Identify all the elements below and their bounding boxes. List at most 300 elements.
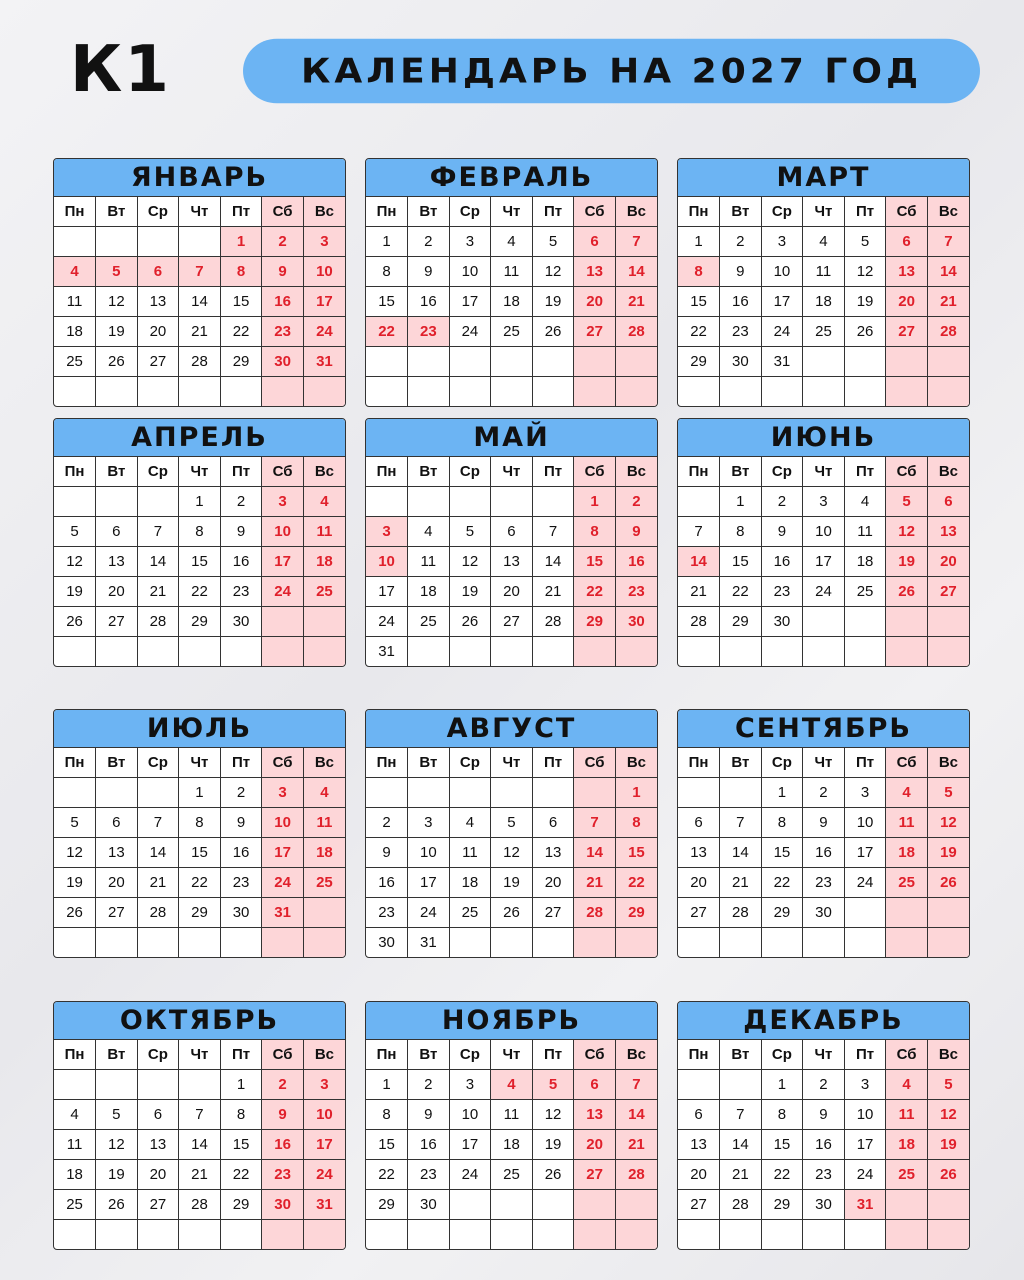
month-table [678,197,969,406]
day-cell: 12 [886,517,928,547]
day-cell: 5 [54,517,96,547]
weekday-label: Чт [179,197,221,227]
weekday-label: Вс [615,748,657,778]
empty-cell [96,1220,138,1250]
day-cell: 16 [408,1130,450,1160]
weekday-label: Вс [615,197,657,227]
empty-cell [262,377,304,407]
week-row [366,1190,657,1220]
day-cell: 19 [927,1130,969,1160]
month-table [54,197,345,406]
month-table [54,748,345,957]
day-cell: 9 [408,257,450,287]
weekday-label: Пн [678,457,720,487]
day-cell: 17 [303,287,345,317]
empty-cell [927,1220,969,1250]
empty-cell [720,377,762,407]
day-cell: 10 [844,1100,886,1130]
day-cell: 27 [96,607,138,637]
empty-cell [408,487,450,517]
day-cell: 1 [179,778,221,808]
week-row [366,487,657,517]
empty-cell [54,377,96,407]
month-2 [365,158,658,407]
day-cell: 13 [678,1130,720,1160]
week-row [54,1100,345,1130]
weekday-label: Сб [574,457,616,487]
week-row [366,1100,657,1130]
day-cell: 11 [408,547,450,577]
empty-cell [262,607,304,637]
empty-cell [54,227,96,257]
day-cell: 3 [303,1070,345,1100]
day-cell: 5 [54,808,96,838]
day-cell: 6 [137,1100,179,1130]
day-cell: 3 [303,227,345,257]
day-cell: 24 [449,1160,491,1190]
day-cell: 4 [803,227,845,257]
day-cell: 28 [927,317,969,347]
empty-cell [678,1070,720,1100]
weekday-label: Сб [886,1040,928,1070]
day-cell: 24 [303,1160,345,1190]
day-cell: 31 [262,898,304,928]
day-cell: 19 [927,838,969,868]
week-row [54,898,345,928]
day-cell: 24 [262,577,304,607]
empty-cell [408,637,450,667]
weekday-label: Вт [96,197,138,227]
day-cell: 27 [678,1190,720,1220]
weekday-label: Вс [927,1040,969,1070]
empty-cell [303,898,345,928]
empty-cell [179,1070,221,1100]
month-6 [677,418,970,667]
month-1 [53,158,346,407]
weekday-label: Вс [303,1040,345,1070]
day-cell: 12 [96,1130,138,1160]
day-cell: 4 [303,778,345,808]
day-cell: 7 [532,517,574,547]
day-cell: 10 [449,257,491,287]
empty-cell [54,1220,96,1250]
day-cell: 14 [179,1130,221,1160]
empty-cell [179,637,221,667]
empty-cell [449,377,491,407]
empty-cell [54,928,96,958]
day-cell: 26 [927,1160,969,1190]
empty-cell [96,227,138,257]
day-cell: 7 [179,257,221,287]
empty-cell [720,1220,762,1250]
day-cell: 12 [927,808,969,838]
day-cell: 8 [179,808,221,838]
weekday-label: Пн [366,748,408,778]
weekday-label: Пт [844,457,886,487]
empty-cell [720,928,762,958]
day-cell: 10 [408,838,450,868]
day-cell: 29 [761,1190,803,1220]
day-cell: 4 [54,1100,96,1130]
empty-cell [366,778,408,808]
day-cell: 11 [886,1100,928,1130]
day-cell: 17 [844,838,886,868]
weekday-label: Пт [844,1040,886,1070]
day-cell: 22 [761,1160,803,1190]
day-cell: 3 [408,808,450,838]
empty-cell [179,377,221,407]
day-cell: 21 [678,577,720,607]
day-cell: 27 [137,347,179,377]
day-cell: 12 [449,547,491,577]
week-row [54,517,345,547]
empty-cell [574,1190,616,1220]
empty-cell [137,227,179,257]
empty-cell [366,1220,408,1250]
day-cell: 18 [449,868,491,898]
weekday-label: Вт [408,197,450,227]
day-cell: 20 [574,287,616,317]
week-row [366,287,657,317]
week-row [54,928,345,958]
day-cell: 26 [96,1190,138,1220]
day-cell: 2 [720,227,762,257]
week-row [366,377,657,407]
empty-cell [886,347,928,377]
day-cell: 9 [761,517,803,547]
month-table [678,748,969,957]
weekday-label: Ср [761,197,803,227]
empty-cell [803,607,845,637]
day-cell: 14 [137,838,179,868]
day-cell: 14 [720,838,762,868]
weekday-label: Ср [761,1040,803,1070]
empty-cell [615,637,657,667]
day-cell: 7 [137,808,179,838]
empty-cell [303,928,345,958]
week-row [366,1070,657,1100]
day-cell: 18 [303,547,345,577]
week-row [366,227,657,257]
week-row [366,257,657,287]
empty-cell [803,347,845,377]
empty-cell [844,637,886,667]
day-cell: 13 [96,838,138,868]
weekday-label: Пн [678,197,720,227]
weekday-row [366,457,657,487]
day-cell: 24 [844,868,886,898]
day-cell: 25 [449,898,491,928]
day-cell: 23 [262,1160,304,1190]
weekday-row [678,457,969,487]
weekday-label: Сб [262,1040,304,1070]
empty-cell [761,1220,803,1250]
month-table [678,457,969,666]
empty-cell [678,377,720,407]
weekday-row [54,457,345,487]
day-cell: 2 [262,227,304,257]
day-cell: 25 [303,577,345,607]
day-cell: 21 [720,868,762,898]
day-cell: 12 [96,287,138,317]
day-cell: 12 [532,257,574,287]
weekday-label: Вс [303,457,345,487]
empty-cell [449,347,491,377]
day-cell: 14 [137,547,179,577]
week-row [678,347,969,377]
week-row [366,1220,657,1250]
empty-cell [615,1220,657,1250]
day-cell: 10 [449,1100,491,1130]
weekday-label: Ср [449,197,491,227]
week-row [54,1160,345,1190]
week-row [366,1160,657,1190]
week-row [54,838,345,868]
empty-cell [886,898,928,928]
day-cell: 5 [491,808,533,838]
day-cell: 11 [491,257,533,287]
day-cell: 3 [366,517,408,547]
day-cell: 11 [303,808,345,838]
day-cell: 29 [574,607,616,637]
day-cell: 24 [803,577,845,607]
day-cell: 17 [803,547,845,577]
day-cell: 2 [803,778,845,808]
day-cell: 1 [678,227,720,257]
day-cell: 30 [803,1190,845,1220]
day-cell: 16 [220,547,262,577]
empty-cell [303,607,345,637]
day-cell: 2 [262,1070,304,1100]
day-cell: 23 [408,1160,450,1190]
day-cell: 13 [678,838,720,868]
day-cell: 21 [574,868,616,898]
day-cell: 9 [220,808,262,838]
weekday-label: Пн [678,1040,720,1070]
day-cell: 23 [220,577,262,607]
weekday-row [366,197,657,227]
month-3 [677,158,970,407]
empty-cell [678,1220,720,1250]
day-cell: 1 [179,487,221,517]
empty-cell [491,778,533,808]
weekday-label: Вс [927,457,969,487]
day-cell: 6 [96,517,138,547]
week-row [54,377,345,407]
day-cell: 8 [761,808,803,838]
day-cell: 17 [449,287,491,317]
week-row [366,808,657,838]
month-table [54,457,345,666]
empty-cell [844,1220,886,1250]
day-cell: 14 [615,257,657,287]
day-cell: 4 [844,487,886,517]
empty-cell [761,928,803,958]
weekday-label: Сб [262,197,304,227]
empty-cell [532,1190,574,1220]
empty-cell [449,778,491,808]
day-cell: 2 [761,487,803,517]
day-cell: 12 [54,838,96,868]
month-title: ОКТЯБРЬ [54,1002,345,1040]
weekday-label: Вс [615,457,657,487]
weekday-label: Вс [303,197,345,227]
day-cell: 20 [137,1160,179,1190]
weekday-label: Пн [366,1040,408,1070]
week-row [678,778,969,808]
day-cell: 14 [615,1100,657,1130]
month-10 [53,1001,346,1250]
weekday-label: Пт [220,748,262,778]
day-cell: 30 [803,898,845,928]
day-cell: 31 [844,1190,886,1220]
day-cell: 25 [886,1160,928,1190]
weekday-label: Сб [574,748,616,778]
day-cell: 29 [179,607,221,637]
day-cell: 19 [96,317,138,347]
day-cell: 13 [532,838,574,868]
month-table [366,1040,657,1249]
day-cell: 8 [678,257,720,287]
day-cell: 7 [720,1100,762,1130]
empty-cell [574,637,616,667]
day-cell: 12 [54,547,96,577]
empty-cell [927,607,969,637]
weekday-label: Вт [96,457,138,487]
month-11 [365,1001,658,1250]
empty-cell [54,637,96,667]
logo: К1 [70,33,171,107]
empty-cell [678,778,720,808]
day-cell: 20 [574,1130,616,1160]
day-cell: 28 [615,317,657,347]
day-cell: 8 [366,1100,408,1130]
day-cell: 19 [54,577,96,607]
empty-cell [844,377,886,407]
week-row [366,898,657,928]
day-cell: 26 [927,868,969,898]
empty-cell [449,487,491,517]
day-cell: 19 [844,287,886,317]
month-7 [53,709,346,958]
week-row [678,637,969,667]
weekday-label: Ср [137,748,179,778]
weekday-row [678,197,969,227]
empty-cell [54,1070,96,1100]
day-cell: 31 [303,347,345,377]
day-cell: 3 [761,227,803,257]
day-cell: 28 [615,1160,657,1190]
weekday-label: Пт [220,1040,262,1070]
week-row [54,1220,345,1250]
weekday-label: Ср [761,748,803,778]
day-cell: 7 [574,808,616,838]
empty-cell [844,898,886,928]
weekday-label: Пт [532,197,574,227]
day-cell: 22 [574,577,616,607]
day-cell: 30 [761,607,803,637]
day-cell: 18 [54,317,96,347]
month-table [678,1040,969,1249]
day-cell: 18 [886,838,928,868]
day-cell: 20 [491,577,533,607]
day-cell: 23 [803,868,845,898]
day-cell: 12 [491,838,533,868]
weekday-label: Вт [408,1040,450,1070]
month-title: ИЮЛЬ [54,710,345,748]
empty-cell [262,928,304,958]
day-cell: 24 [366,607,408,637]
day-cell: 10 [262,517,304,547]
empty-cell [491,487,533,517]
day-cell: 15 [761,1130,803,1160]
day-cell: 4 [886,1070,928,1100]
weekday-label: Сб [262,457,304,487]
empty-cell [491,928,533,958]
weekday-label: Чт [803,748,845,778]
week-row [678,607,969,637]
day-cell: 30 [220,607,262,637]
weekday-label: Ср [449,1040,491,1070]
weekday-label: Ср [449,748,491,778]
month-8 [365,709,658,958]
day-cell: 30 [262,1190,304,1220]
weekday-label: Сб [886,457,928,487]
empty-cell [886,1220,928,1250]
day-cell: 5 [532,227,574,257]
empty-cell [927,377,969,407]
empty-cell [803,1220,845,1250]
day-cell: 5 [927,1070,969,1100]
week-row [678,868,969,898]
day-cell: 8 [220,257,262,287]
weekday-label: Пт [844,748,886,778]
month-12 [677,1001,970,1250]
weekday-label: Чт [179,748,221,778]
week-row [54,287,345,317]
empty-cell [720,637,762,667]
empty-cell [449,637,491,667]
empty-cell [96,637,138,667]
day-cell: 20 [137,317,179,347]
day-cell: 26 [54,898,96,928]
day-cell: 16 [366,868,408,898]
day-cell: 21 [720,1160,762,1190]
weekday-label: Чт [803,197,845,227]
day-cell: 4 [449,808,491,838]
weekday-label: Сб [574,1040,616,1070]
day-cell: 2 [366,808,408,838]
weekday-label: Вт [408,748,450,778]
empty-cell [574,347,616,377]
weekday-label: Пн [678,748,720,778]
week-row [678,1070,969,1100]
day-cell: 26 [532,1160,574,1190]
empty-cell [491,1190,533,1220]
week-row [54,868,345,898]
day-cell: 26 [449,607,491,637]
day-cell: 25 [491,1160,533,1190]
day-cell: 29 [720,607,762,637]
day-cell: 25 [54,347,96,377]
day-cell: 18 [491,1130,533,1160]
weekday-label: Ср [449,457,491,487]
day-cell: 22 [761,868,803,898]
day-cell: 5 [96,1100,138,1130]
day-cell: 16 [262,287,304,317]
empty-cell [408,778,450,808]
empty-cell [720,1070,762,1100]
